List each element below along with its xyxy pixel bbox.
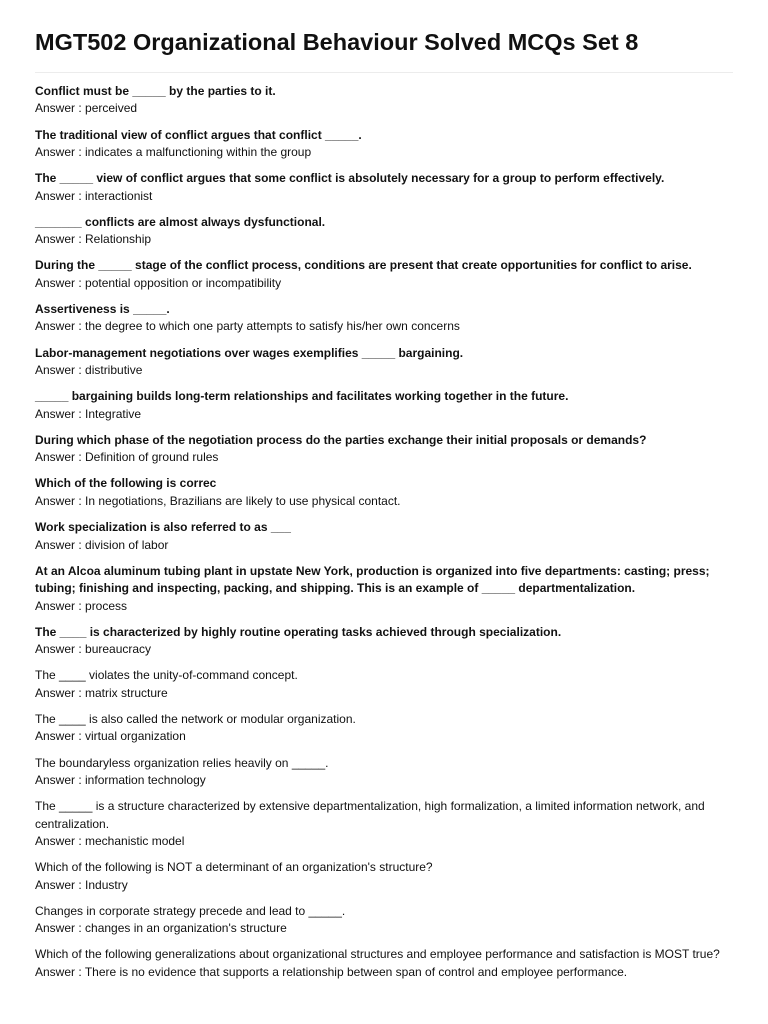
answer-prefix: Answer : [35,537,86,552]
question-text: Changes in corporate strategy precede and lead to _____. [35,903,346,918]
answer-prefix: Answer : [35,493,86,508]
answer-value: There is no evidence that supports a relationship between span of control and employee performance. [84,964,628,979]
question-item [35,127,733,162]
answer-text [35,964,733,981]
answer-text [35,920,733,937]
page-title: MGT502 Organizational Behaviour Solved MCQs Set 8 [35,29,639,55]
question-text: _______ conflicts are almost always dysfunctional. [35,214,326,229]
answer-prefix: Answer : [35,921,86,936]
answer-text [35,144,733,161]
question-item [35,798,733,850]
answer-value: Definition of ground rules [85,450,219,465]
question-text: Which of the following generalizations about organizational structures and employee performance and satisfaction is MOST true? [35,947,720,962]
question-text: During the _____ stage of the conflict process, conditions are present that create opportunities for conflict to arise. [35,258,692,273]
answer-value: interactionist [85,188,153,203]
question-item [35,563,733,615]
answer-prefix: Answer : [35,101,86,116]
question-text: The _____ view of conflict argues that some conflict is absolutely necessary for a group to perform effectively. [35,171,665,186]
answer-text [35,449,733,466]
answer-prefix: Answer : [35,598,86,613]
answer-text [35,231,733,248]
answer-value: the degree to which one party attempts to satisfy his/her own concerns [85,319,460,334]
answer-value: changes in an organization's structure [85,921,287,936]
answer-prefix: Answer : [35,877,86,892]
question-item [35,667,733,702]
answer-value: perceived [85,101,138,116]
question-item [35,170,733,205]
answer-text [35,493,733,510]
answer-value: bureaucracy [85,642,152,657]
answer-prefix: Answer : [35,964,85,979]
question-text: Assertiveness is _____. [35,302,170,317]
answer-value: division of labor [85,537,169,552]
question-text: The ____ is characterized by highly routine operating tasks achieved through specialization. [35,624,562,639]
question-text: The _____ is a structure characterized by extensive departmentalization, high formalization, a limited information network, and centralization. [35,799,705,831]
answer-text [35,362,733,379]
question-text: Which of the following is correc [35,476,217,491]
answer-value: distributive [85,363,143,378]
question-item [35,345,733,380]
question-item [35,432,733,467]
question-item [35,257,733,292]
answer-prefix: Answer : [35,772,86,787]
answer-text [35,188,733,205]
question-item [35,859,733,894]
answer-prefix: Answer : [35,275,86,290]
answer-text [35,406,733,423]
question-list [35,83,733,981]
answer-text [35,641,733,658]
answer-text [35,275,733,292]
question-text: At an Alcoa aluminum tubing plant in upstate New York, production is organized into five departments: casting; press; tubing; finishing and inspecting, packing, and shipping. This is an example of _____ departmentalization. [35,563,710,596]
answer-prefix: Answer : [35,729,86,744]
answer-prefix: Answer : [35,188,86,203]
answer-prefix: Answer : [35,406,86,421]
question-item [35,214,733,249]
answer-text [35,728,733,745]
answer-text [35,772,733,789]
question-item [35,388,733,423]
answer-value: Integrative [85,406,142,421]
answer-value: indicates a malfunctioning within the group [85,145,312,160]
answer-value: Relationship [85,232,152,247]
answer-prefix: Answer : [35,450,86,465]
question-text: Conflict must be _____ by the parties to it. [35,84,276,98]
question-text: The boundaryless organization relies heavily on _____. [35,755,329,770]
answer-value: information technology [85,772,206,787]
question-item [35,711,733,746]
answer-value: mechanistic model [85,833,185,848]
answer-text [35,877,733,894]
answer-prefix: Answer : [35,685,86,700]
question-item [35,475,733,510]
question-item [35,755,733,790]
answer-value: potential opposition or incompatibility [85,275,282,290]
answer-prefix: Answer : [35,363,86,378]
question-text: The traditional view of conflict argues that conflict _____. [35,127,362,142]
question-text: Which of the following is NOT a determinant of an organization's structure? [35,860,433,875]
question-text: Work specialization is also referred to as ___ [35,520,291,535]
answer-text [35,598,733,615]
document-page [35,0,733,990]
question-text: During which phase of the negotiation process do the parties exchange their initial proposals or demands? [35,432,647,447]
answer-prefix: Answer : [35,833,86,848]
answer-text [35,833,733,850]
question-item [35,301,733,336]
answer-value: matrix structure [85,685,168,700]
answer-text [35,537,733,554]
question-item [35,946,733,981]
answer-value: virtual organization [85,729,186,744]
answer-prefix: Answer : [35,642,86,657]
question-text: The ____ violates the unity-of-command concept. [35,668,298,683]
answer-prefix: Answer : [35,319,86,334]
question-item [35,83,733,118]
answer-text [35,685,733,702]
answer-value: process [85,598,128,613]
answer-value: In negotiations, Brazilians are likely to use physical contact. [85,493,401,508]
answer-text [35,318,733,335]
answer-prefix: Answer : [35,232,86,247]
question-text: Labor-management negotiations over wages exemplifies _____ bargaining. [35,345,464,360]
answer-prefix: Answer : [35,145,86,160]
answer-text [35,100,733,117]
answer-value: Industry [85,877,128,892]
question-text: The ____ is also called the network or modular organization. [35,711,356,726]
question-text: _____ bargaining builds long-term relationships and facilitates working together in the future. [35,389,569,404]
question-item [35,624,733,659]
question-item [35,519,733,554]
title-divider [35,72,733,73]
question-item [35,903,733,938]
